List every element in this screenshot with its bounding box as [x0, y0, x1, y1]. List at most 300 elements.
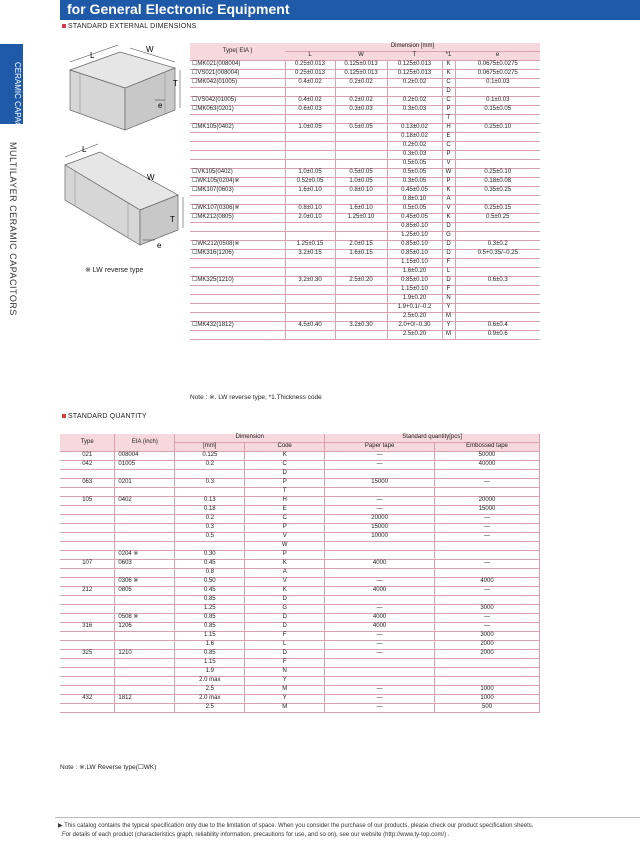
- table-cell: [190, 88, 285, 97]
- table-cell: D: [442, 241, 455, 250]
- table-cell: [285, 151, 335, 160]
- table-cell: [60, 677, 115, 686]
- table-cell: D: [245, 650, 325, 659]
- table-cell: G: [245, 605, 325, 614]
- table-cell: 1.9+0.1/−0.2: [387, 304, 442, 313]
- table-cell: 1.25±0.15: [285, 241, 335, 250]
- table-cell: Y: [442, 304, 455, 313]
- table-cell: 15000: [435, 506, 540, 515]
- table-cell: [335, 232, 387, 241]
- table-cell: 0.3±0.03: [387, 151, 442, 160]
- table-cell: 2.0+0/−0.30: [387, 322, 442, 331]
- dim-label-L: L: [82, 145, 87, 154]
- table-cell: N: [442, 295, 455, 304]
- table-cell: 1.0±0.05: [335, 178, 387, 187]
- table-row: [60, 479, 540, 488]
- table-cell: N: [245, 668, 325, 677]
- table-row: [190, 259, 540, 268]
- col-header-W: W: [335, 52, 387, 61]
- table-cell: [435, 488, 540, 497]
- table-cell: 0.5±0.05: [387, 205, 442, 214]
- table-cell: —: [435, 623, 540, 632]
- table-cell: D: [245, 614, 325, 623]
- table-row: [60, 641, 540, 650]
- table-cell: 063: [60, 479, 115, 488]
- table-cell: 0.125±0.013: [387, 70, 442, 79]
- table-cell: [190, 232, 285, 241]
- table-cell: 042: [60, 461, 115, 470]
- lw-reverse-note: ※ LW reverse type: [85, 267, 144, 274]
- table-row: [60, 623, 540, 632]
- table-cell: K: [442, 187, 455, 196]
- table-cell: [115, 533, 175, 542]
- table-row: [190, 169, 540, 178]
- table-cell: [115, 677, 175, 686]
- table-cell: F: [442, 286, 455, 295]
- table-cell: ☐MK316(1206): [190, 250, 285, 259]
- table-cell: [285, 313, 335, 322]
- table-cell: ☐VK105(0402): [190, 169, 285, 178]
- table-cell: C: [245, 461, 325, 470]
- table-cell: [60, 578, 115, 587]
- table-cell: 0.25±0.10: [455, 124, 540, 133]
- table-cell: [455, 151, 540, 160]
- table-cell: [60, 524, 115, 533]
- table-cell: 0.85±0.10: [387, 277, 442, 286]
- table-cell: [335, 142, 387, 151]
- table-cell: ☐WK212(0508)※: [190, 241, 285, 250]
- table-cell: [190, 115, 285, 124]
- table-cell: 008004: [115, 452, 175, 461]
- table-cell: [285, 88, 335, 97]
- table-cell: 0.6±0.4: [455, 322, 540, 331]
- table-cell: 2.5±0.20: [387, 331, 442, 340]
- table-row: [60, 524, 540, 533]
- table-cell: 0.5±0.25: [455, 214, 540, 223]
- table-cell: [285, 196, 335, 205]
- table-cell: [455, 160, 540, 169]
- table-cell: [175, 488, 245, 497]
- table-cell: [325, 659, 435, 668]
- table-cell: [387, 115, 442, 124]
- table-cell: 0.8±0.10: [335, 187, 387, 196]
- table-cell: K: [442, 214, 455, 223]
- table-cell: [190, 196, 285, 205]
- table-row: [60, 551, 540, 560]
- table-cell: 0.3±0.03: [335, 106, 387, 115]
- table-cell: Y: [245, 695, 325, 704]
- table-cell: 0201: [115, 479, 175, 488]
- dims-table-note: Note : ※. LW reverse type, *1.Thickness code: [190, 394, 322, 401]
- table-row: [60, 578, 540, 587]
- table-cell: L: [442, 268, 455, 277]
- table-cell: 0.125±0.013: [335, 61, 387, 70]
- table-cell: [115, 506, 175, 515]
- table-row: [190, 322, 540, 331]
- chip-illustration-top: [60, 40, 190, 135]
- table-cell: [60, 533, 115, 542]
- table-row: [190, 61, 540, 70]
- side-tab-label: [13, 62, 22, 82]
- table-cell: —: [435, 515, 540, 524]
- table-cell: 0.2±0.02: [387, 142, 442, 151]
- table-cell: 0.85±0.10: [387, 241, 442, 250]
- table-cell: 1.15±0.10: [387, 286, 442, 295]
- table-cell: [60, 632, 115, 641]
- table-cell: [455, 133, 540, 142]
- table-cell: [190, 133, 285, 142]
- table-cell: [190, 259, 285, 268]
- table-row: [190, 151, 540, 160]
- table-cell: A: [442, 196, 455, 205]
- col-header-code: *1: [442, 52, 455, 61]
- table-cell: [285, 133, 335, 142]
- table-cell: [60, 704, 115, 713]
- table-cell: [335, 259, 387, 268]
- footer-line-2: For details of each product (characteristics graph, reliability information, precautions for use, and so on), see our website (http://www.ty-top.com/) .: [62, 832, 450, 838]
- table-cell: 0.125±0.013: [335, 70, 387, 79]
- table-cell: [455, 142, 540, 151]
- table-cell: [190, 295, 285, 304]
- table-row: [190, 196, 540, 205]
- table-row: [190, 133, 540, 142]
- table-cell: —: [435, 614, 540, 623]
- table-cell: M: [442, 313, 455, 322]
- table-cell: [60, 569, 115, 578]
- table-cell: [115, 569, 175, 578]
- table-cell: [115, 605, 175, 614]
- table-cell: [325, 596, 435, 605]
- table-cell: C: [442, 79, 455, 88]
- col-header-type: Type: [60, 434, 115, 452]
- table-cell: 0.45±0.05: [387, 214, 442, 223]
- dim-label-e: e: [157, 241, 162, 250]
- table-cell: 2.5: [175, 686, 245, 695]
- table-cell: D: [245, 470, 325, 479]
- table-cell: [435, 677, 540, 686]
- table-cell: 0.85: [175, 650, 245, 659]
- table-row: [60, 668, 540, 677]
- dim-label-W: W: [146, 45, 154, 54]
- table-cell: 0.85±0.10: [387, 250, 442, 259]
- table-cell: 0.45±0.05: [387, 187, 442, 196]
- table-cell: K: [442, 61, 455, 70]
- col-header-code: Code: [245, 443, 325, 452]
- table-cell: [60, 551, 115, 560]
- table-cell: F: [245, 632, 325, 641]
- table-cell: 0.45: [175, 587, 245, 596]
- table-cell: 2.0±0.10: [285, 214, 335, 223]
- table-cell: 0.6±0.03: [285, 106, 335, 115]
- table-cell: 1000: [435, 695, 540, 704]
- table-cell: [435, 470, 540, 479]
- col-header-eia: EIA (inch): [115, 434, 175, 452]
- table-cell: —: [325, 578, 435, 587]
- table-row: [190, 277, 540, 286]
- table-cell: —: [325, 641, 435, 650]
- table-cell: 0.3±0.2: [455, 241, 540, 250]
- table-row: [60, 605, 540, 614]
- table-cell: 0.50: [175, 578, 245, 587]
- table-cell: —: [435, 533, 540, 542]
- table-cell: [455, 304, 540, 313]
- table-cell: 0204 ※: [115, 551, 175, 560]
- table-cell: 0.2±0.02: [335, 79, 387, 88]
- table-cell: 40000: [435, 461, 540, 470]
- table-cell: [115, 515, 175, 524]
- table-cell: 1.15: [175, 659, 245, 668]
- table-cell: [335, 286, 387, 295]
- table-row: [190, 304, 540, 313]
- table-cell: A: [245, 569, 325, 578]
- table-row: [190, 214, 540, 223]
- table-row: [190, 178, 540, 187]
- table-cell: [285, 223, 335, 232]
- table-row: [190, 313, 540, 322]
- table-cell: 10000: [325, 533, 435, 542]
- table-cell: 4000: [325, 560, 435, 569]
- footer-line-1: ▶ This catalog contains the typical specification only due to the limitation of space. When you consider the purchase of our products, please check our product specification sheets.: [58, 823, 534, 829]
- table-row: [60, 488, 540, 497]
- table-cell: [60, 641, 115, 650]
- table-cell: 0.25±0.10: [455, 169, 540, 178]
- table-cell: [435, 569, 540, 578]
- table-row: [60, 686, 540, 695]
- table-cell: 0.35±0.25: [455, 187, 540, 196]
- table-cell: V: [245, 578, 325, 587]
- table-cell: 0.4±0.02: [285, 79, 335, 88]
- table-cell: 0.30: [175, 551, 245, 560]
- table-row: [190, 106, 540, 115]
- table-cell: [115, 524, 175, 533]
- table-cell: 0.85: [175, 596, 245, 605]
- chip-illustration-bottom: [60, 140, 190, 255]
- table-cell: 1.9: [175, 668, 245, 677]
- table-cell: [190, 286, 285, 295]
- qty-table-note: Note : ※.LW Reverse type(☐WK): [60, 764, 157, 771]
- table-cell: [115, 470, 175, 479]
- table-cell: 1210: [115, 650, 175, 659]
- table-cell: [325, 542, 435, 551]
- quantity-table: [60, 434, 540, 713]
- table-cell: W: [245, 542, 325, 551]
- table-cell: [435, 596, 540, 605]
- table-cell: H: [245, 497, 325, 506]
- table-cell: [60, 470, 115, 479]
- table-cell: 0.1±0.03: [455, 97, 540, 106]
- table-cell: [455, 286, 540, 295]
- table-cell: [60, 542, 115, 551]
- table-cell: C: [442, 142, 455, 151]
- table-cell: [455, 313, 540, 322]
- dimensions-table: [190, 43, 540, 340]
- table-cell: 1.0±0.05: [285, 169, 335, 178]
- table-row: [60, 461, 540, 470]
- table-cell: 4000: [325, 614, 435, 623]
- table-cell: —: [325, 461, 435, 470]
- table-cell: [190, 160, 285, 169]
- table-cell: K: [245, 452, 325, 461]
- table-cell: [60, 614, 115, 623]
- table-cell: 2.0 max: [175, 677, 245, 686]
- table-cell: [455, 223, 540, 232]
- table-row: [190, 232, 540, 241]
- table-cell: V: [442, 205, 455, 214]
- table-row: [60, 704, 540, 713]
- section-dims-text: STANDARD EXTERNAL DIMENSIONS: [68, 23, 197, 30]
- table-cell: 0.52±0.05: [285, 178, 335, 187]
- table-cell: H: [442, 124, 455, 133]
- table-row: [60, 677, 540, 686]
- table-cell: F: [245, 659, 325, 668]
- table-cell: ☐VS021(008004): [190, 70, 285, 79]
- table-cell: [190, 142, 285, 151]
- table-cell: 0.25±0.15: [455, 205, 540, 214]
- table-cell: 0.13: [175, 497, 245, 506]
- table-cell: [60, 596, 115, 605]
- col-header-dimension: Dimension: [175, 434, 325, 443]
- table-cell: 2.0±0.15: [335, 241, 387, 250]
- table-cell: [455, 268, 540, 277]
- table-cell: 0.8±0.10: [285, 205, 335, 214]
- col-header-dimension: Dimension [mm]: [285, 43, 540, 52]
- table-cell: [455, 115, 540, 124]
- table-cell: ☐MK042(01005): [190, 79, 285, 88]
- table-cell: 4000: [435, 578, 540, 587]
- table-cell: 1.15±0.10: [387, 259, 442, 268]
- table-cell: —: [325, 704, 435, 713]
- table-cell: 0.8±0.10: [387, 196, 442, 205]
- table-cell: 1.6±0.10: [335, 205, 387, 214]
- table-cell: Y: [245, 677, 325, 686]
- table-cell: [325, 668, 435, 677]
- page-title: for General Electronic Equipment: [67, 1, 290, 17]
- table-row: [60, 614, 540, 623]
- table-cell: [190, 223, 285, 232]
- table-cell: 0.5±0.05: [387, 169, 442, 178]
- table-cell: [285, 304, 335, 313]
- table-cell: 2.5±0.20: [335, 277, 387, 286]
- table-cell: 20000: [435, 497, 540, 506]
- table-cell: ☐VS042(01005): [190, 97, 285, 106]
- table-row: [190, 286, 540, 295]
- table-cell: D: [442, 88, 455, 97]
- table-row: [190, 241, 540, 250]
- table-cell: [335, 223, 387, 232]
- table-row: [60, 542, 540, 551]
- table-cell: [285, 160, 335, 169]
- table-cell: 4000: [325, 623, 435, 632]
- table-cell: 0508 ※: [115, 614, 175, 623]
- table-cell: 0.5+0.35/−0.25: [455, 250, 540, 259]
- table-cell: 0.2: [175, 515, 245, 524]
- table-cell: 3.2±0.30: [285, 277, 335, 286]
- table-cell: —: [325, 686, 435, 695]
- table-cell: [190, 304, 285, 313]
- table-cell: 500: [435, 704, 540, 713]
- table-cell: [60, 488, 115, 497]
- table-cell: [285, 268, 335, 277]
- table-row: [60, 587, 540, 596]
- table-row: [60, 632, 540, 641]
- table-row: [60, 506, 540, 515]
- table-cell: [455, 295, 540, 304]
- table-cell: [115, 632, 175, 641]
- table-cell: 0.0675±0.0275: [455, 61, 540, 70]
- section-qty-label: [62, 413, 147, 420]
- table-cell: ☐WK107(0306)※: [190, 205, 285, 214]
- table-row: [60, 695, 540, 704]
- table-cell: —: [325, 695, 435, 704]
- table-cell: [387, 88, 442, 97]
- table-cell: [335, 160, 387, 169]
- dim-label-L: L: [90, 51, 95, 60]
- section-dims-label: [62, 23, 197, 30]
- table-cell: D: [245, 623, 325, 632]
- table-cell: P: [245, 524, 325, 533]
- col-header-std-qty: Standard quantity[pcs]: [325, 434, 540, 443]
- table-row: [60, 569, 540, 578]
- col-header-type: Type( EIA ): [190, 43, 285, 61]
- table-row: [190, 295, 540, 304]
- table-cell: 0.3±0.05: [387, 178, 442, 187]
- table-cell: P: [442, 106, 455, 115]
- table-cell: 0.6±0.3: [455, 277, 540, 286]
- table-cell: D: [442, 277, 455, 286]
- footer: [58, 822, 533, 840]
- table-cell: 0.25±0.013: [285, 70, 335, 79]
- table-cell: 1206: [115, 623, 175, 632]
- table-row: [190, 160, 540, 169]
- table-cell: 325: [60, 650, 115, 659]
- table-cell: K: [442, 70, 455, 79]
- table-cell: [325, 488, 435, 497]
- section-marker-icon: [62, 414, 66, 418]
- table-cell: 20000: [325, 515, 435, 524]
- table-cell: 0.4±0.02: [285, 97, 335, 106]
- table-cell: [285, 286, 335, 295]
- table-cell: [325, 677, 435, 686]
- table-cell: [335, 151, 387, 160]
- table-cell: [285, 295, 335, 304]
- table-cell: 1.25±0.10: [387, 232, 442, 241]
- table-cell: 0.125: [175, 452, 245, 461]
- table-cell: —: [325, 605, 435, 614]
- table-cell: 1.25: [175, 605, 245, 614]
- table-cell: 212: [60, 587, 115, 596]
- table-cell: G: [442, 232, 455, 241]
- table-cell: M: [245, 704, 325, 713]
- table-cell: M: [442, 331, 455, 340]
- table-cell: ☐MK063(0201): [190, 106, 285, 115]
- table-cell: [115, 542, 175, 551]
- table-cell: 2000: [435, 650, 540, 659]
- table-cell: [115, 686, 175, 695]
- table-cell: [325, 569, 435, 578]
- table-cell: 0.3: [175, 479, 245, 488]
- table-row: [190, 124, 540, 133]
- table-cell: 0.3±0.03: [387, 106, 442, 115]
- side-category-label: MULTILAYER CERAMIC CAPACITORS: [8, 142, 18, 316]
- col-header-emboss: Embossed tape: [435, 443, 540, 452]
- table-cell: 0306 ※: [115, 578, 175, 587]
- table-cell: 0.2±0.02: [387, 97, 442, 106]
- table-cell: [115, 659, 175, 668]
- table-cell: ☐MK325(1210): [190, 277, 285, 286]
- table-cell: V: [245, 533, 325, 542]
- table-cell: 1.15: [175, 632, 245, 641]
- table-cell: 0603: [115, 560, 175, 569]
